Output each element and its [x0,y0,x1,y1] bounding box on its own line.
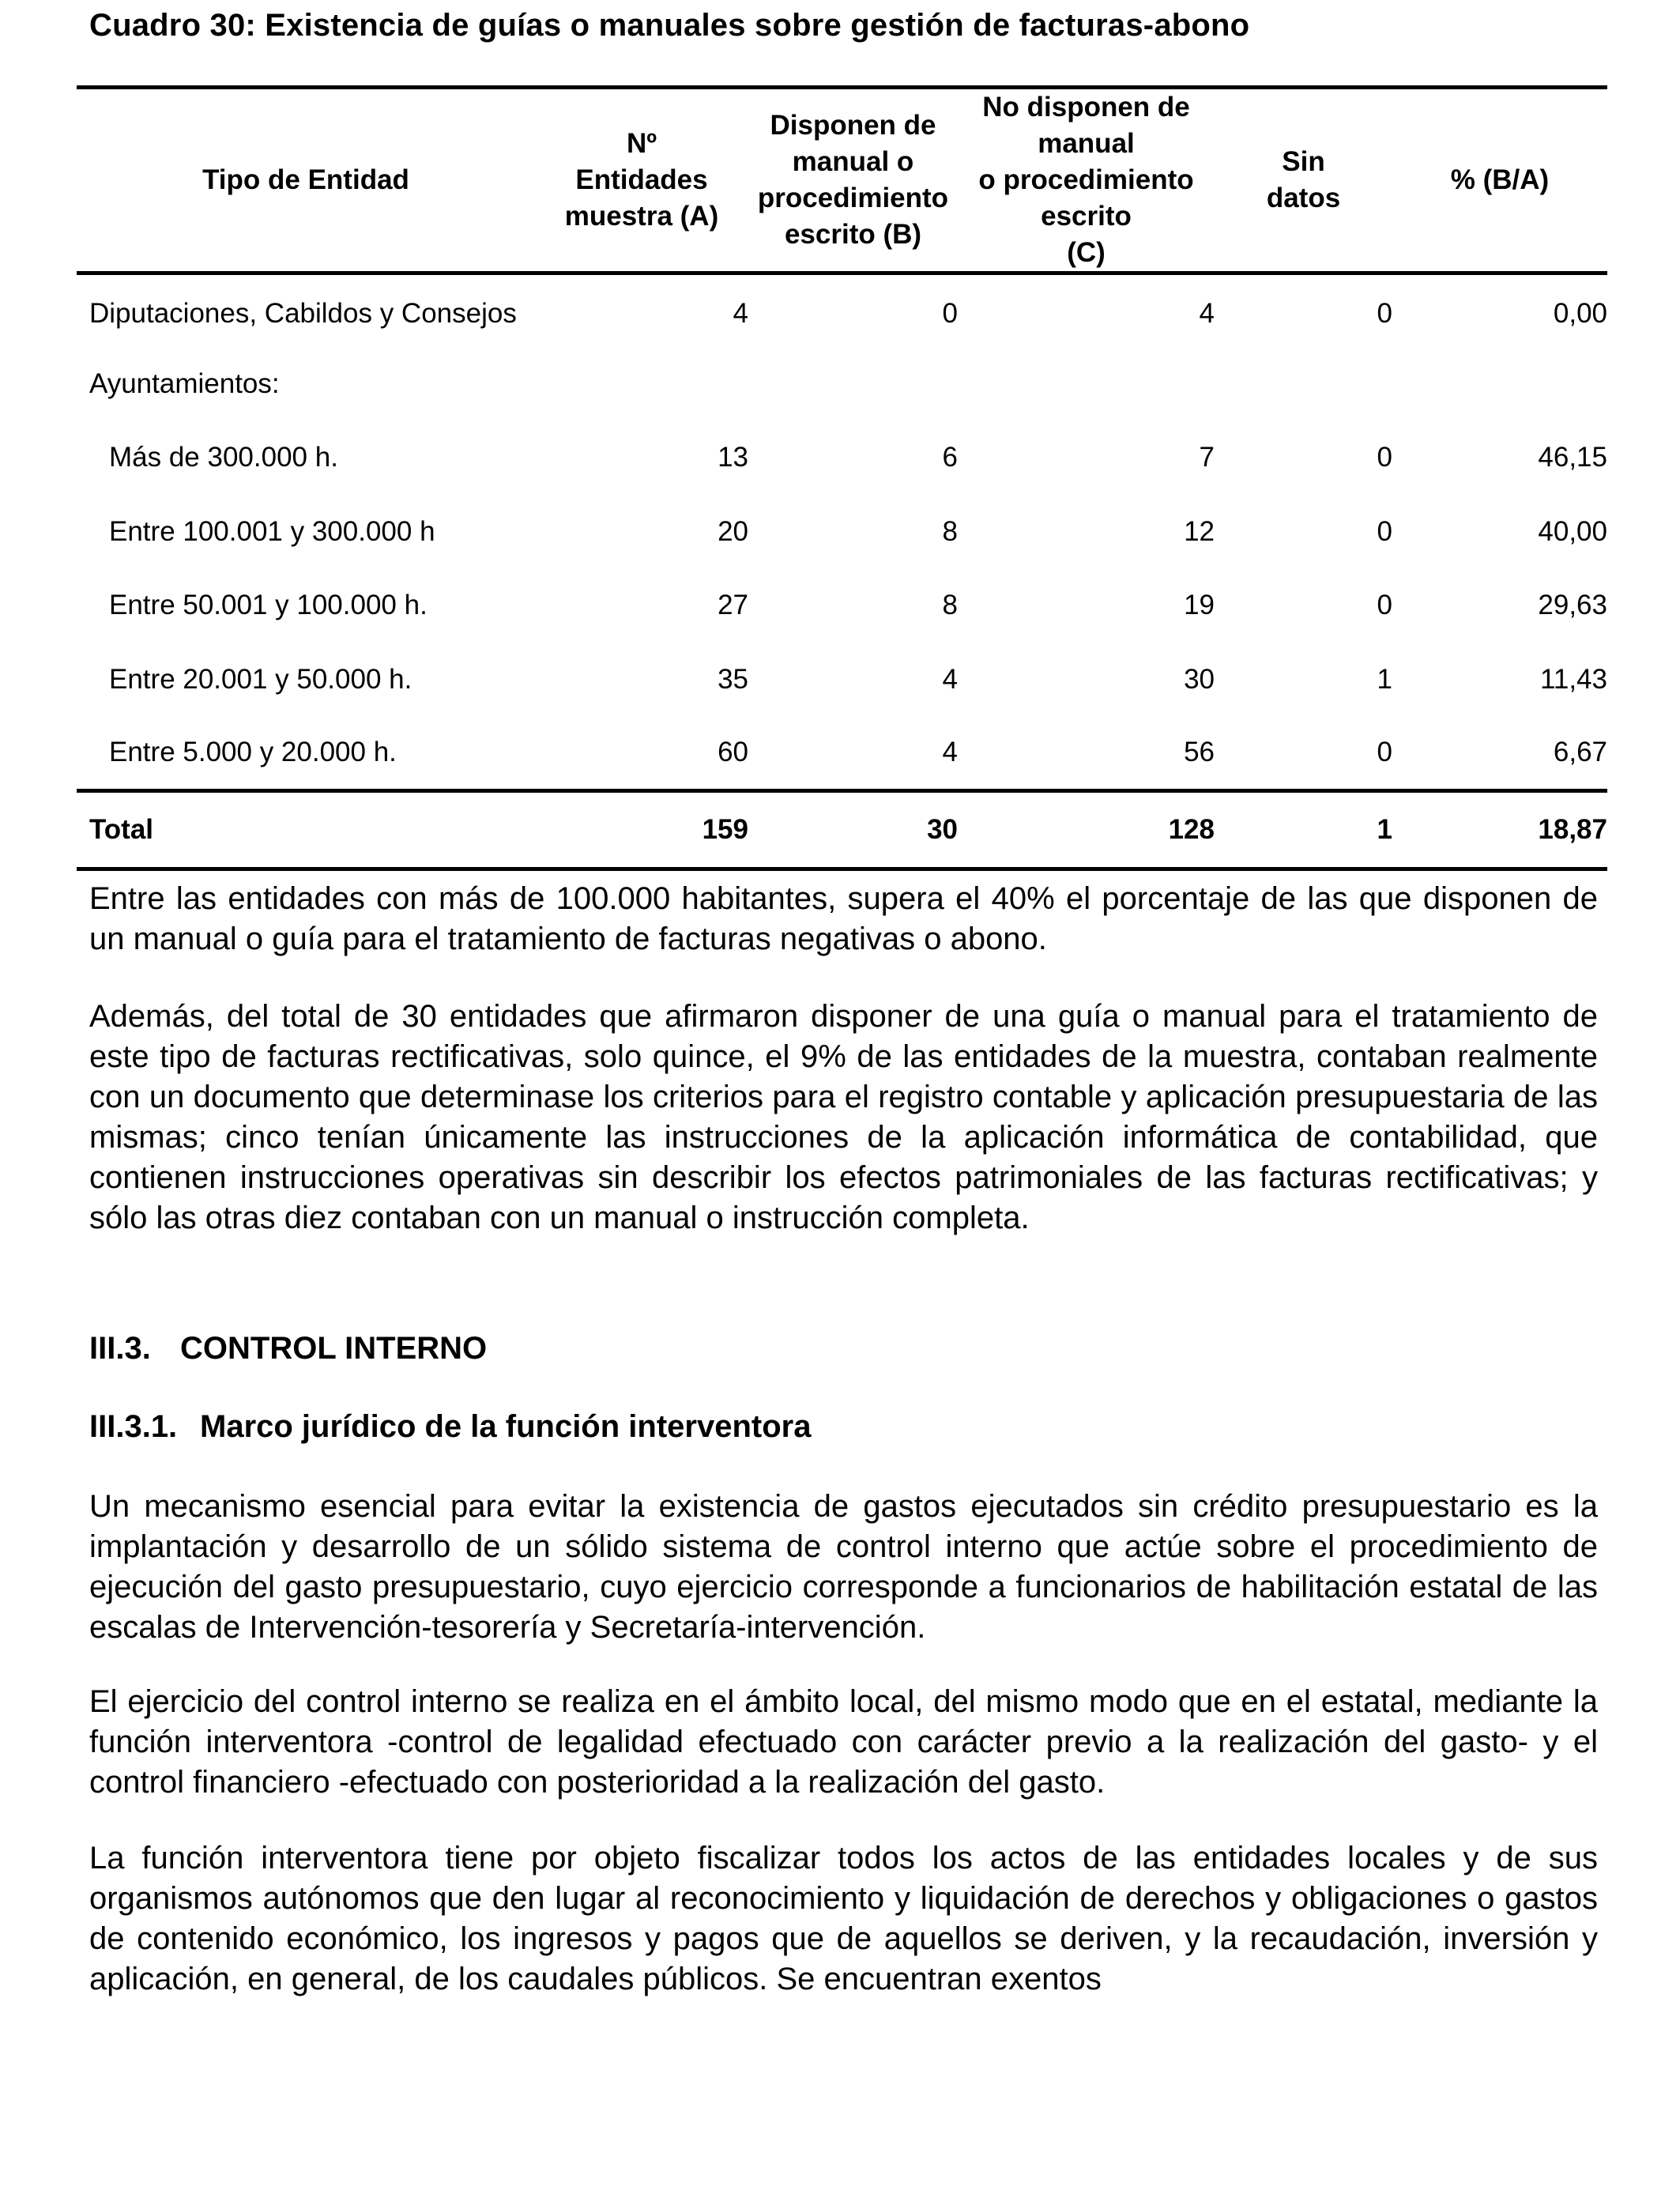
table-row [77,273,1607,348]
cell-b: 8 [942,590,958,621]
header-disponen: Disponen de manual o procedimiento escrito (B) [748,88,958,273]
cell-sin-datos: 0 [1377,297,1392,329]
header-no-disponen: No disponen de manual o procedimiento escrito (C) [958,88,1215,273]
cell-b [748,347,958,421]
header-tipo: Tipo de Entidad [77,88,535,273]
cell-a: 60 [718,737,748,767]
header-porcentaje: % (B/A) [1392,88,1607,273]
cell-sin-datos: 0 [1377,515,1392,547]
subsection-title: Marco jurídico de la función interventora [200,1409,812,1444]
row-label: Ayuntamientos: [89,368,280,399]
table-total-row [77,790,1607,869]
cell-c: 4 [1199,297,1215,329]
cell-b: 0 [942,297,958,329]
cell-b: 8 [942,515,958,547]
cell-b: 6 [942,442,958,473]
subsection-heading [89,1409,811,1445]
cell-c [958,347,1215,421]
cell-a [535,347,748,421]
cell-pct: 6,67 [1553,737,1607,767]
table-row [77,347,1607,421]
cell-pct [1392,347,1607,421]
cell-pct: 29,63 [1538,590,1607,621]
data-table [77,85,1607,871]
cell-a: 35 [718,663,748,695]
total-sin-datos: 1 [1215,790,1392,869]
total-label: Total [77,790,535,869]
cell-pct: 40,00 [1538,515,1607,547]
cell-a: 27 [718,590,748,621]
paragraph-4: El ejercicio del control interno se realiza en el ámbito local, del mismo modo que en el estatal, mediante la función interventora -control de legalidad efectuado con carácter previo a la realización del gasto- y el control financiero -efectuado con posterioridad a la realización del gasto. [89,1684,1598,1800]
cell-sin-datos: 0 [1377,737,1392,767]
total-c: 128 [958,790,1215,869]
paragraph-3: Un mecanismo esencial para evitar la existencia de gastos ejecutados sin crédito presupuestario es la implantación y desarrollo de un sólido sistema de control interno que actúe sobre el procedimiento de ejecución del gasto presupuestario, cuyo ejercicio corresponde a funcionarios de habilitación estatal de las escalas de Intervención-tesorería y Secretaría-intervención. [89,1489,1598,1645]
paragraph-1: Entre las entidades con más de 100.000 habitantes, supera el 40% el porcentaje de las que disponen de un manual o guía para el tratamiento de facturas negativas o abono. [89,881,1598,956]
row-label: Entre 100.001 y 300.000 h [109,515,435,547]
row-label: Entre 20.001 y 50.000 h. [109,663,412,695]
section-heading [89,1331,487,1367]
row-label: Entre 50.001 y 100.000 h. [109,590,428,621]
cell-c: 19 [1184,590,1215,621]
table-row [77,421,1607,496]
cell-a: 20 [718,515,748,547]
cell-a: 13 [718,442,748,473]
row-label: Diputaciones, Cabildos y Consejos [89,297,517,329]
cell-c: 30 [1184,663,1215,695]
cell-sin-datos [1215,347,1392,421]
cell-pct: 11,43 [1540,663,1607,695]
row-label: Más de 300.000 h. [109,442,338,473]
total-b: 30 [748,790,958,869]
cell-c: 56 [1184,737,1215,767]
cell-a: 4 [733,297,748,329]
cell-b: 4 [942,737,958,767]
cell-b: 4 [942,663,958,695]
table-row [77,643,1607,717]
cell-pct: 46,15 [1538,442,1607,473]
cell-c: 7 [1199,442,1215,473]
table-row [77,569,1607,643]
total-pct: 18,87 [1392,790,1607,869]
paragraph-5: La función interventora tiene por objeto fiscalizar todos los actos de las entidades locales y de sus organismos autónomos que den lugar al reconocimiento y liquidación de derechos y obligaciones o gastos de contenido económico, los ingresos y pagos que de aquellos se deriven, y la recaudación, inversión y aplicación, en general, de los caudales públicos. Se encuentran exentos [89,1841,1598,1996]
total-a: 159 [535,790,748,869]
table-row [77,495,1607,569]
cell-sin-datos: 0 [1377,442,1392,473]
section-title: CONTROL INTERNO [180,1331,488,1366]
cell-c: 12 [1184,515,1215,547]
subsection-number: III.3.1. [89,1409,178,1444]
header-entidades-muestra: Nº Entidades muestra (A) [535,88,748,273]
table-header-row [77,88,1607,273]
header-sin-datos: Sin datos [1215,88,1392,273]
table-row [77,717,1607,791]
row-label: Entre 5.000 y 20.000 h. [109,737,397,767]
table-caption: Cuadro 30: Existencia de guías o manuales sobre gestión de facturas-abono [89,8,1250,43]
cell-pct: 0,00 [1553,297,1607,329]
paragraph-2: Además, del total de 30 entidades que afirmaron disponer de una guía o manual para el tratamiento de este tipo de facturas rectificativas, solo quince, el 9% de las entidades de la muestra, contaban realmente con un documento que determinase los criterios para el registro contable y aplicación presupuestaria de las mismas; cinco tenían únicamente las instrucciones de la aplicación informática de contabilidad, que contienen instrucciones operativas sin describir los efectos patrimoniales de las facturas rectificativas; y sólo las otras diez contaban con un manual o instrucción completa. [89,999,1598,1235]
cell-sin-datos: 0 [1377,590,1392,621]
cell-sin-datos: 1 [1377,663,1392,695]
section-number: III.3. [89,1331,151,1366]
